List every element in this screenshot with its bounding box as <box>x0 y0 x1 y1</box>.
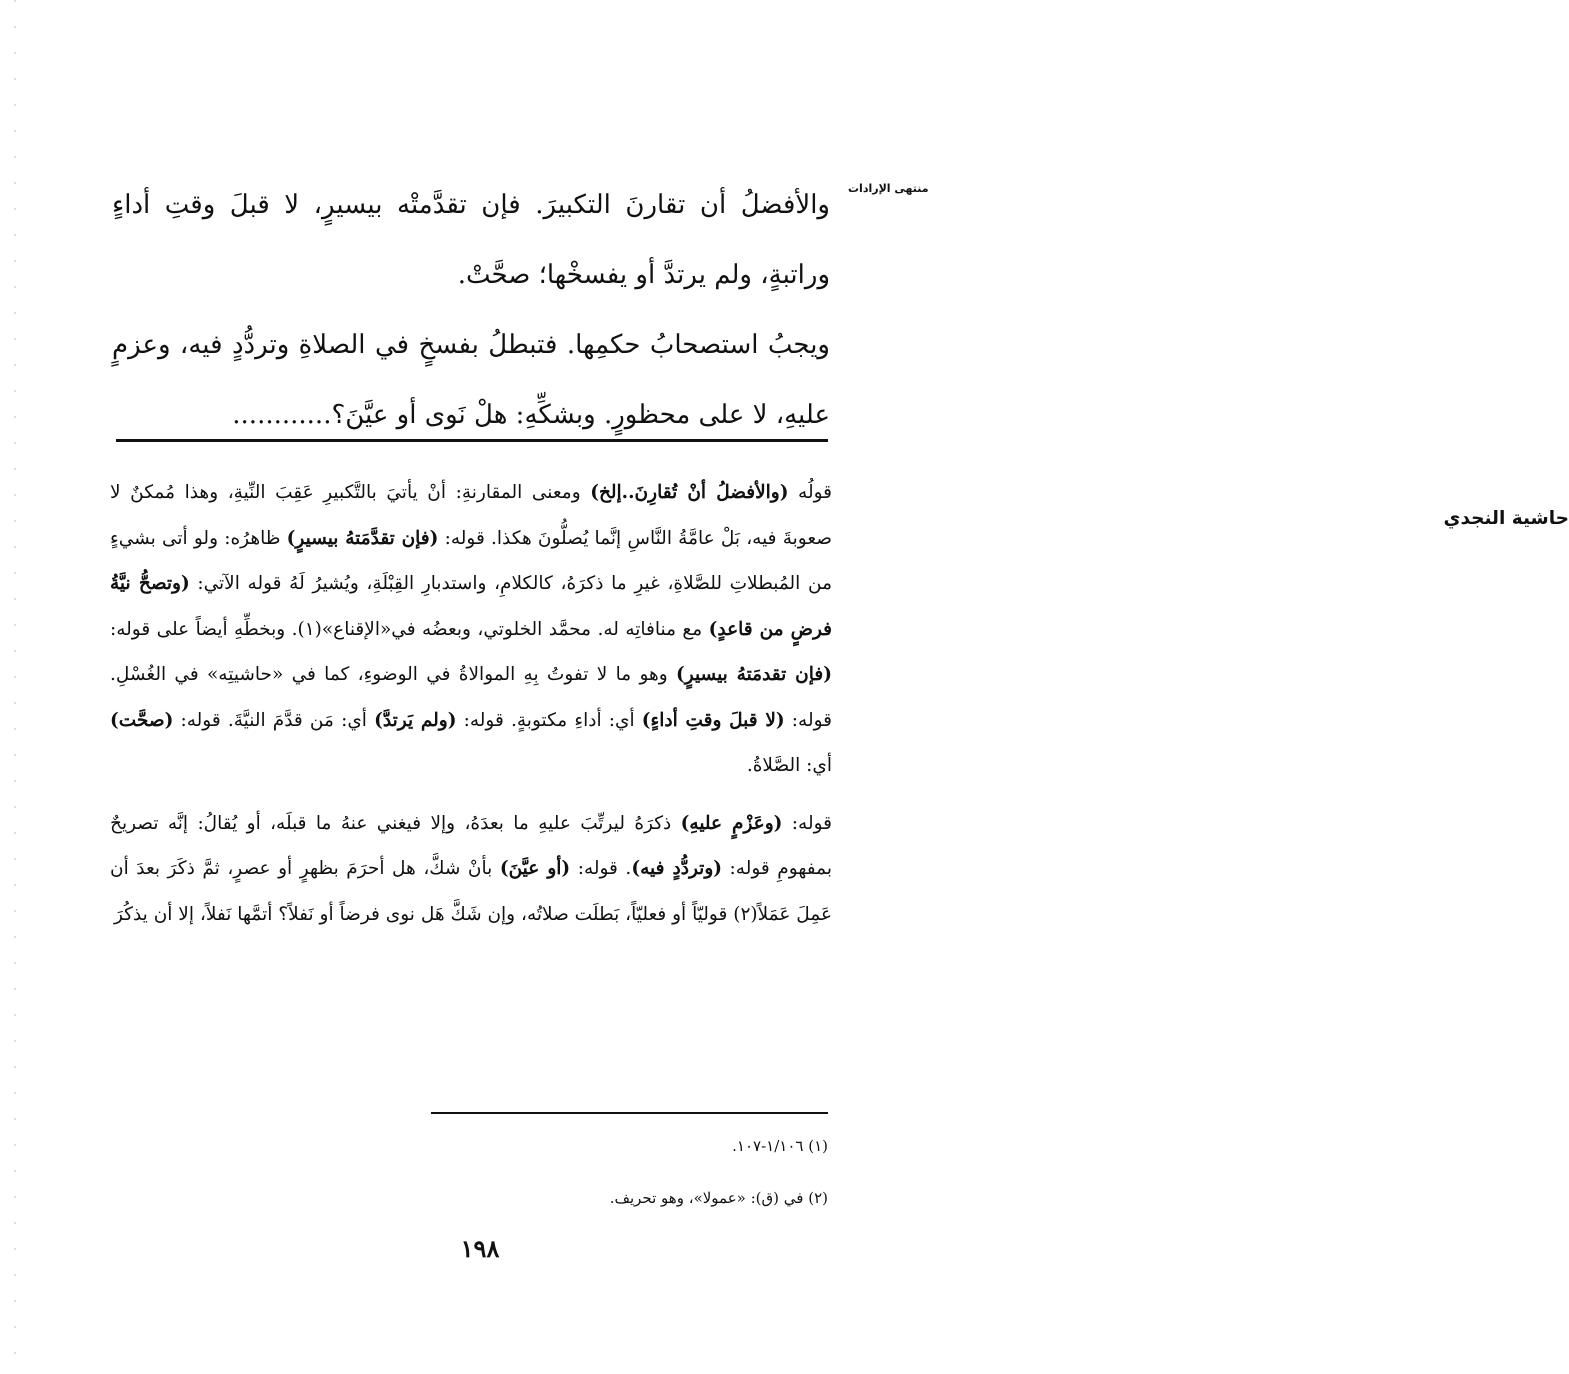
commentary-run: ومعنى المقارنةِ: أنْ يأتيَ بالتَّكبيرِ عَقِبَ النِّيةِ، وهذا مُمكنٌ لا صعوبةَ فيه، بَلْ عامَّةُ النَّاسِ إنَّما يُصلُّونَ هكذا. قوله: <box>110 482 832 549</box>
main-text-paragraph-1: والأفضلُ أن تقارنَ التكبيرَ. فإن تقدَّمتْه بيسيرٍ، لا قبلَ وقتِ أداءٍ وراتبةٍ، ولم يرتدَّ أو يفسخْها؛ صحَّتْ. <box>112 190 830 290</box>
margin-label-hashiya: حاشية النجدي <box>1443 508 1569 529</box>
footnote-2: (٢) في (ق): «عمولا»، وهو تحريف. <box>609 1189 828 1207</box>
commentary-run: بأنْ شكَّ، هل أحرَمَ بظهرٍ أو عصرٍ، ثمَّ ذكَرَ بعدَ أن عَمِلَ عَمَلاً(٢) قوليّاً أو فعليّاً، بَطلَت صلاتُه، وإن شَكَّ هَل نوى فرضاً أو نَفلاً؟ أتمَّها نَفلاً، إلا أن يذكُرَ <box>110 858 832 925</box>
commentary-run: أي: أداءِ مكتوبةٍ. قوله: <box>456 709 642 731</box>
commentary-quoted-lemma: (فإن تقدمَتهُ بيسيرٍ) <box>676 664 832 685</box>
commentary-text <box>110 470 832 937</box>
main-text-dots: ............ <box>232 400 332 430</box>
commentary-run: أي: مَن قدَّمَ النيَّةَ. قوله: <box>173 709 375 731</box>
commentary-quoted-lemma: (ولم يَرتدَّ) <box>374 709 457 731</box>
page-number: ١٩٨ <box>460 1234 500 1263</box>
commentary-paragraph-1 <box>110 470 832 789</box>
main-text-paragraph-2 <box>112 310 830 450</box>
commentary-run: قولُه <box>788 482 833 503</box>
commentary-run: . قوله: <box>570 858 632 879</box>
main-text <box>112 170 830 450</box>
commentary-quoted-lemma: (فإن تقدَّمَتهُ بيسيرٍ) <box>286 527 439 549</box>
commentary-quoted-lemma: (صحَّت) <box>110 709 174 731</box>
main-text-paragraph-2-body: ويجبُ استصحابُ حكمِها. فتبطلُ بفسخٍ في الصلاةِ وتردُّدٍ فيه، وعزمٍ عليهِ، لا على محظورٍ. وبشكِّهِ: هلْ نَوى أو عيَّنَ؟ <box>112 330 830 430</box>
footnote-rule <box>431 1112 828 1114</box>
margin-label-muntaha: منتهى الإرادات <box>848 182 929 195</box>
main-divider-rule <box>116 439 828 442</box>
commentary-quoted-lemma: (أو عيَّنَ) <box>499 858 571 879</box>
commentary-quoted-lemma: (وعَزْمٍ عليهِ) <box>680 812 783 834</box>
commentary-run: قوله: <box>782 812 832 834</box>
commentary-run: مع منافاتِه له. محمَّد الخلوتي، وبعضُه في«الإقناع»(١). وبخطِّهِ أيضاً على قوله: <box>110 618 709 640</box>
commentary-run: ذكرَهُ ليرتِّبَ عليهِ ما بعدَهُ، وإلا فيغني عنهُ ما قبلَه، أو يُقالُ: إنَّه تصريحٌ بمفهومِ قوله: <box>110 812 832 879</box>
footnote-1: (١) ١/١٠٦-١٠٧. <box>732 1137 828 1155</box>
footnotes <box>430 1120 828 1224</box>
commentary-run: وهو ما لا تفوتُ بِهِ الموالاةُ في الوضوءِ، كما في «حاشيتِه» في الغُسْلِ. قوله: <box>110 664 832 731</box>
commentary-quoted-lemma: (والأفضلُ أنْ تُقارِنَ..إلخ) <box>590 482 789 503</box>
commentary-paragraph-2 <box>110 801 832 938</box>
commentary-run: ظاهرُه: ولو أتى بشيءٍ من المُبطلاتِ للصَّلاةِ، غيرِ ما ذكرَهُ، كالكلامِ، واستدبارِ القِبْلَةِ، ويُشيرُ لَهُ قوله الآتي: <box>110 527 832 594</box>
commentary-quoted-lemma: (وتردُّدٍ فيه) <box>631 858 723 879</box>
scan-edge-artifact <box>14 0 16 1374</box>
commentary-quoted-lemma: (لا قبلَ وقتِ أداءٍ) <box>641 709 785 731</box>
commentary-quoted-lemma: (وتصحُّ نيَّةُ فرضٍ من قاعدٍ) <box>110 573 833 640</box>
commentary-run: أي: الصَّلاةُ. <box>746 755 832 776</box>
